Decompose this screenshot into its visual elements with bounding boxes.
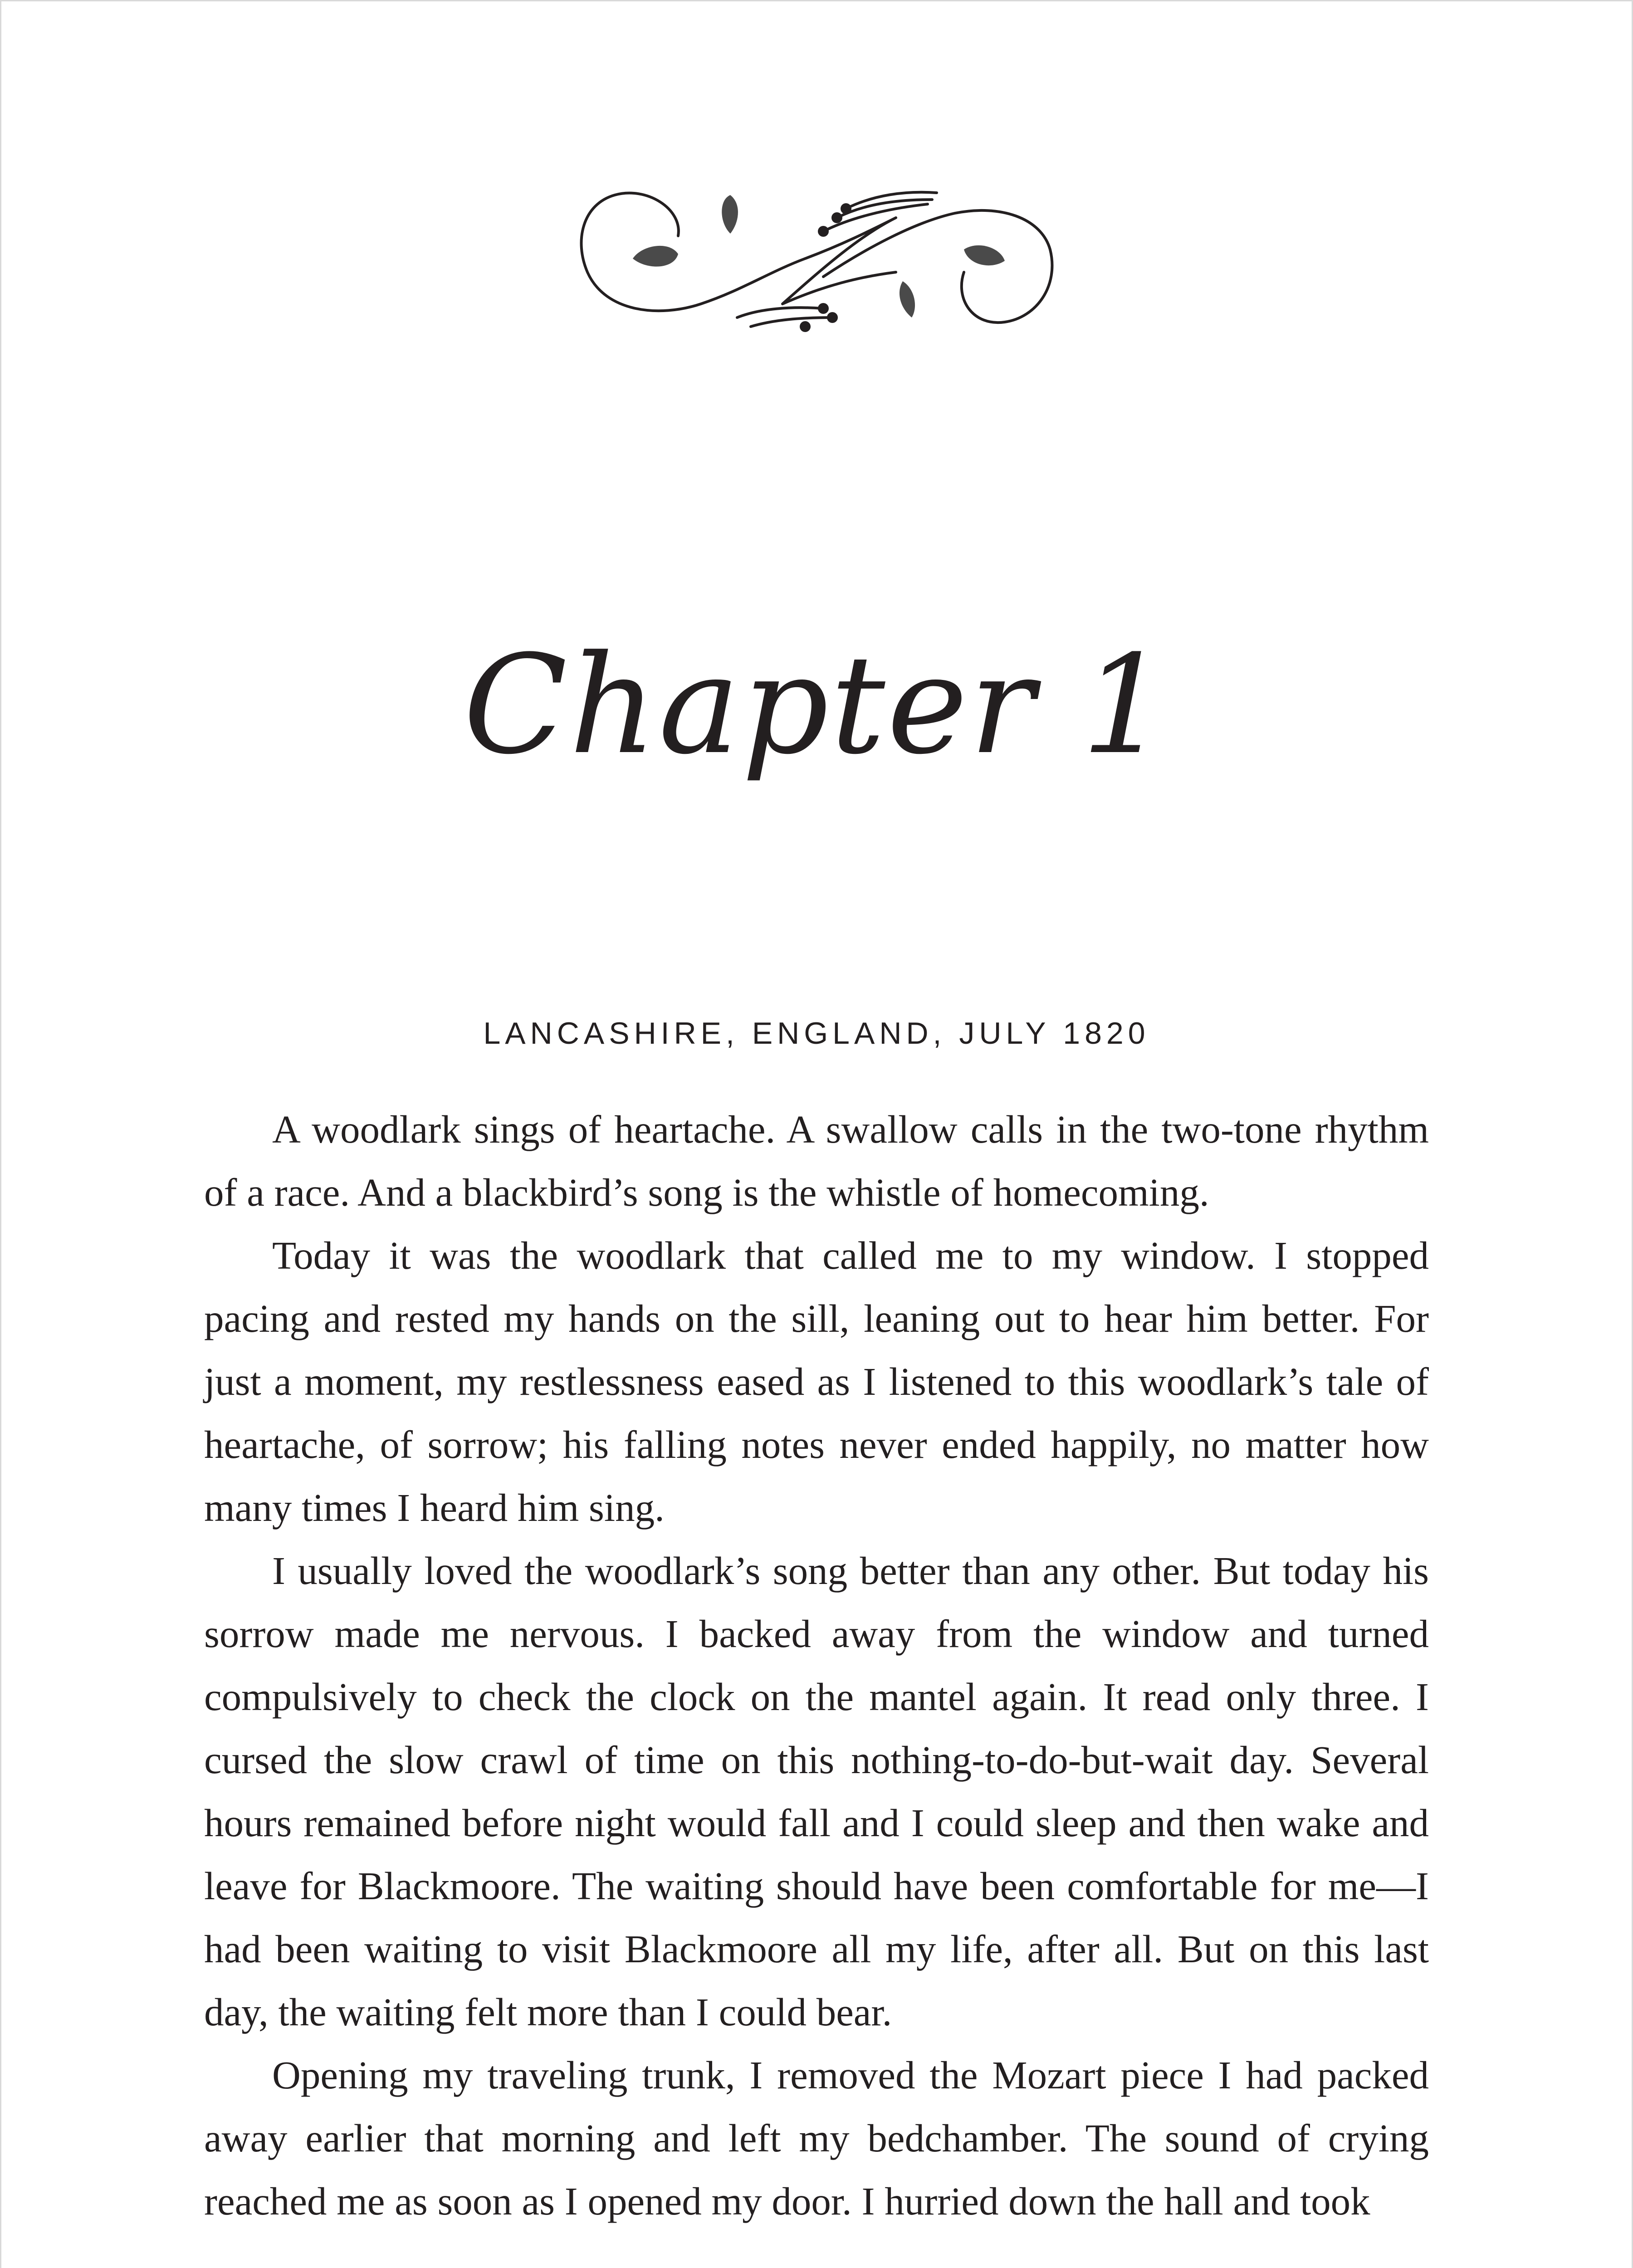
chapter-location: LANCASHIRE, ENGLAND, JULY 1820: [483, 1016, 1150, 1051]
paragraph: Opening my traveling trunk, I removed the Mozart piece I had packed away earlier that morning and left my bedchamber. The sound of crying reached me as soon as I opened my door. I hurried down the hall and took: [204, 2053, 1429, 2223]
paragraph: A woodlark sings of heartache. A swallow calls in the two-tone rhythm of a race. And a blackbird’s song is the whistle of homecoming.: [204, 1107, 1429, 1214]
chapter-body: [204, 1098, 1429, 2233]
paragraph: I usually loved the woodlark’s song better than any other. But today his sorrow made me nervous. I backed away from the window and turned compulsively to check the clock on the mantel again. It read only three. I cursed the slow crawl of time on this nothing-to-do-but-wait day. Several hours remained before night would fall and I could sleep and then wake and leave for Blackmoore. The waiting should have been comfortable for me—I had been waiting to visit Blackmoore all my life, after all. But on this last day, the waiting felt more than I could bear.: [204, 1549, 1429, 2034]
chapter-title: Chapter 1: [463, 626, 1170, 784]
flourish-ornament-icon: [569, 168, 1064, 345]
paragraph: Today it was the woodlark that called me to my window. I stopped pacing and rested my hands on the sill, leaning out to hear him better. For just a moment, my restlessness eased as I listened to this woodlark’s tale of heartache, of sorrow; his falling notes never ended happily, no matter how many times I heard him sing.: [204, 1233, 1429, 1530]
